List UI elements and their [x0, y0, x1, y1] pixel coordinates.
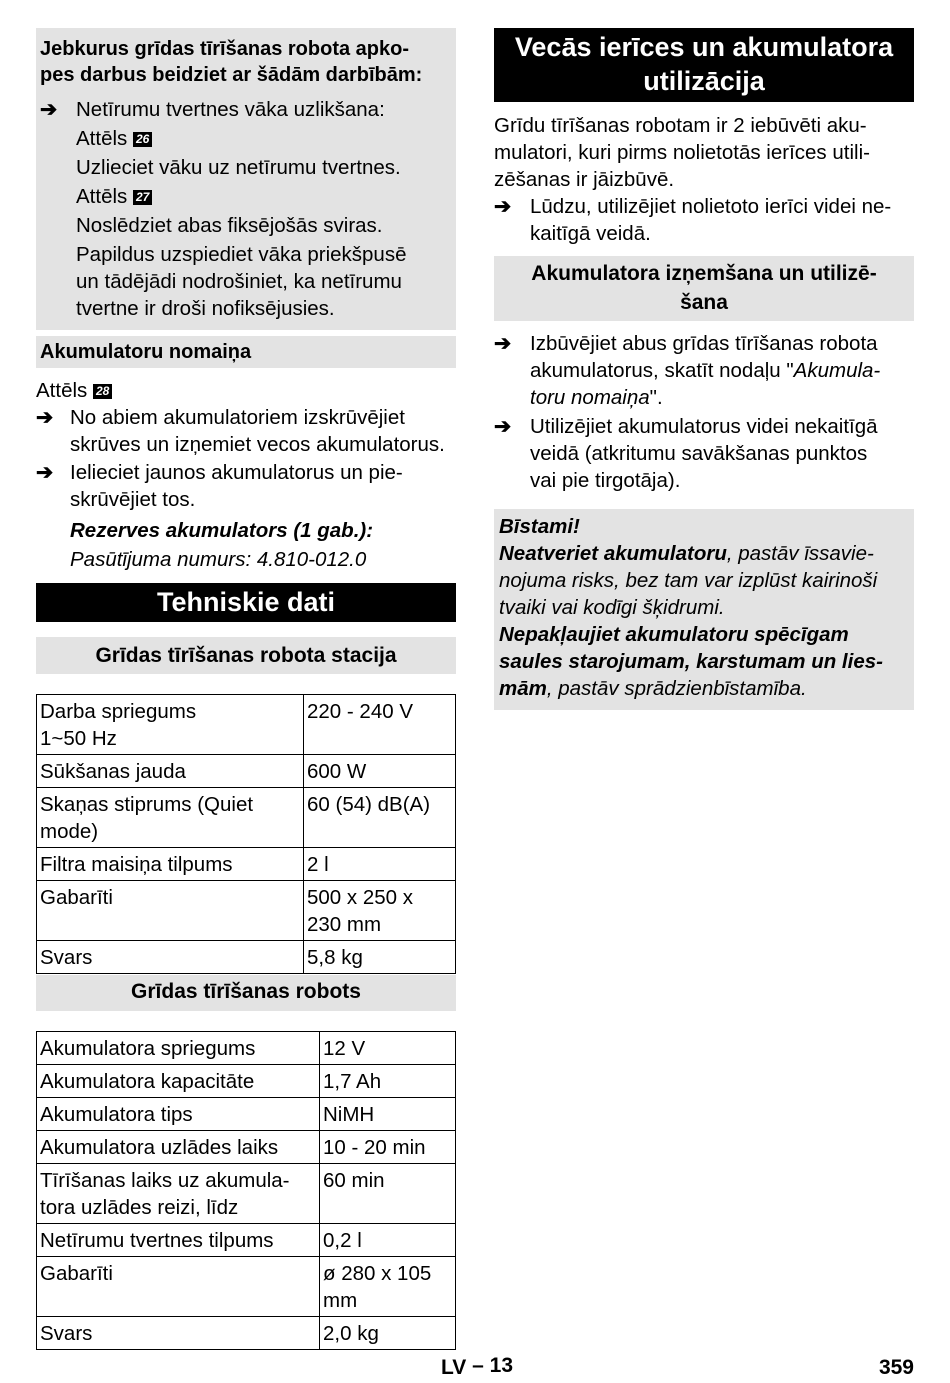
- table-row: [37, 881, 456, 941]
- instruction-text: Noslēdziet abas fiksējošās sviras.: [76, 214, 383, 237]
- spec-name-cell: Skaņas stiprums (Quiet mode): [37, 788, 304, 848]
- table-row: [37, 1164, 456, 1224]
- left-column: [36, 28, 456, 1350]
- spec-name-cell: Sūkšanas jauda: [37, 755, 304, 788]
- spec-value-cell: 220 - 240 V: [304, 695, 456, 755]
- spec-name-cell: Svars: [37, 941, 304, 974]
- spec-value-cell: ø 280 x 105 mm: [320, 1257, 456, 1317]
- spec-value-cell: 0,2 l: [320, 1224, 456, 1257]
- figure-label: Attēls: [36, 379, 88, 402]
- arrow-right-icon: ➔: [36, 406, 54, 429]
- spec-name-cell: Akumulatora tips: [37, 1098, 320, 1131]
- spec-value-cell: 12 V: [320, 1032, 456, 1065]
- battery-replace-heading: Akumulatoru nomaiņa: [36, 336, 456, 368]
- table-row: [37, 788, 456, 848]
- spec-name-cell: Akumulatora kapacitāte: [37, 1065, 320, 1098]
- spec-value-cell: NiMH: [320, 1098, 456, 1131]
- step-insert-batteries: ➔ Ielieciet jaunos akumulatorus un pie- skrūvējiet tos. Rezerves akumulators (1 gab.): Pasūtījuma numurs: 4.810-012.0: [36, 459, 456, 573]
- danger-warning-box: Bīstami! Neatveriet akumulatoru, pastāv īssavie- nojuma risks, bez tam var izplūst kairinoši tvaiki vai kodīgi šķidrumi. Nepakļaujiet akumulatoru spēcīgam saules starojumam, karstumam un lies- mām, pastāv sprādzienbīstamība.: [494, 509, 914, 710]
- page-number: 359: [878, 1356, 914, 1379]
- figure-label: Attēls: [76, 185, 128, 208]
- table-row: [37, 941, 456, 974]
- page-footer-lang: LV – 13: [441, 1354, 513, 1379]
- table-row: [37, 1065, 456, 1098]
- spec-value-cell: 60 (54) dB(A): [304, 788, 456, 848]
- spec-name-cell: Gabarīti: [37, 1257, 320, 1317]
- instruction-text: Papildus uzspiediet vāka priekšpusē un tādējādi nodrošiniet, ka netīrumu tvertne ir droši nofiksējusies.: [76, 243, 407, 320]
- spec-value-cell: 10 - 20 min: [320, 1131, 456, 1164]
- robot-specs-table: [36, 1031, 456, 1350]
- arrow-right-icon: ➔: [494, 415, 512, 438]
- spec-value-cell: 60 min: [320, 1164, 456, 1224]
- spare-battery-label: Rezerves akumulators (1 gab.):: [70, 519, 374, 542]
- spec-value-cell: 1,7 Ah: [320, 1065, 456, 1098]
- spec-value-cell: 500 x 250 x 230 mm: [304, 881, 456, 941]
- table-row: [37, 1131, 456, 1164]
- table-row: [37, 1098, 456, 1131]
- danger-title: Bīstami!: [499, 515, 580, 538]
- step-remove-screws: ➔ No abiem akumulatoriem izskrūvējiet skrūves un izņemiet vecos akumulatorus.: [36, 406, 445, 456]
- table-row: [37, 1032, 456, 1065]
- spec-value-cell: 5,8 kg: [304, 941, 456, 974]
- right-column: [494, 28, 914, 710]
- table-row: [37, 848, 456, 881]
- disposal-paragraph: Grīdu tīrīšanas robotam ir 2 iebūvēti aku- mulatori, kuri pirms nolietotās ierīces utili- zēšanas ir jāizbūvē.: [494, 114, 870, 191]
- figure-number-badge: 27: [133, 190, 152, 205]
- step-lid: ➔ Netīrumu tvertnes vāka uzlikšana: Attēls 26 Uzlieciet vāku uz netīrumu tvertnes. Attēls 27 Noslēdziet abas fiksējošās sviras. Papildus uzspiediet vāka priekšpusē un tādējādi nodrošiniet, ka netīrumu tvertne ir droši nofiksējusies.: [40, 96, 450, 322]
- figure-number-badge: 28: [93, 384, 112, 399]
- spec-name-cell: Svars: [37, 1317, 320, 1350]
- instruction-text: Uzlieciet vāku uz netīrumu tvertnes.: [76, 156, 401, 179]
- station-heading: Grīdas tīrīšanas robota stacija: [36, 637, 456, 674]
- spec-value-cell: 2,0 kg: [320, 1317, 456, 1350]
- step-dispose-device: ➔ Lūdzu, utilizējiet nolietoto ierīci videi ne- kaitīgā veidā.: [494, 195, 892, 245]
- arrow-right-icon: ➔: [494, 332, 512, 355]
- removal-heading: Akumulatora izņemšana un utilizē- šana: [494, 256, 914, 321]
- spec-name-cell: Tīrīšanas laiks uz akumula- tora uzlādes reizi, līdz: [37, 1164, 320, 1224]
- figure-label: Attēls: [76, 127, 128, 150]
- arrow-right-icon: ➔: [40, 98, 58, 121]
- station-specs-table: [36, 694, 456, 974]
- spec-name-cell: Netīrumu tvertnes tilpums: [37, 1224, 320, 1257]
- spec-name-cell: Akumulatora uzlādes laiks: [37, 1131, 320, 1164]
- table-row: [37, 1224, 456, 1257]
- maintenance-finish-box: [36, 28, 456, 330]
- table-row: [37, 1257, 456, 1317]
- spec-name-cell: Filtra maisiņa tilpums: [37, 848, 304, 881]
- maintenance-heading: Jebkurus grīdas tīrīšanas robota apko- pes darbus beidziet ar šādām darbībām:: [40, 38, 423, 86]
- figure-number-badge: 26: [133, 132, 152, 147]
- step-remove-batteries: ➔ Izbūvējiet abus grīdas tīrīšanas robota akumulatorus, skatīt nodaļu "Akumula- toru nomaiņa".: [494, 332, 881, 409]
- robot-heading: Grīdas tīrīšanas robots: [36, 975, 456, 1011]
- arrow-right-icon: ➔: [36, 461, 54, 484]
- spec-value-cell: 2 l: [304, 848, 456, 881]
- arrow-right-icon: ➔: [494, 195, 512, 218]
- table-row: [37, 695, 456, 755]
- spec-name-cell: Darba spriegums 1~50 Hz: [37, 695, 304, 755]
- spec-name-cell: Akumulatora spriegums: [37, 1032, 320, 1065]
- table-row: [37, 755, 456, 788]
- spec-value-cell: 600 W: [304, 755, 456, 788]
- table-row: [37, 1317, 456, 1350]
- disposal-heading: Vecās ierīces un akumulatora utilizācija: [494, 28, 914, 102]
- step-dispose-batteries: ➔ Utilizējiet akumulatorus videi nekaitīgā veidā (atkritumu savākšanas punktos vai pie tirgotāja).: [494, 415, 878, 492]
- tech-data-heading: Tehniskie dati: [36, 583, 456, 622]
- order-number: Pasūtījuma numurs: 4.810-012.0: [70, 548, 367, 571]
- spec-name-cell: Gabarīti: [37, 881, 304, 941]
